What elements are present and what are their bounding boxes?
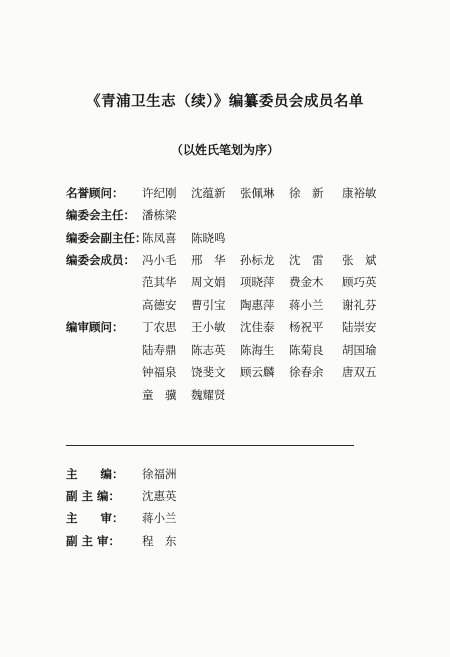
- member-name: 沈佳泰: [240, 320, 275, 334]
- editor-name: 徐福洲: [142, 467, 177, 481]
- member-name: 沈 雷: [289, 253, 324, 267]
- member-name: 魏耀贤: [191, 388, 226, 402]
- member-name: 冯小毛: [142, 253, 177, 267]
- member-name: 唐双五: [342, 365, 377, 379]
- member-name: 陆寿鼎: [142, 343, 177, 357]
- member-name: 范其华: [142, 275, 177, 289]
- member-name: 康裕敏: [342, 186, 377, 200]
- member-name: 杨祝平: [289, 320, 324, 334]
- member-name: 蒋小兰: [289, 298, 324, 312]
- divider-line: [66, 445, 354, 446]
- member-name: 沈蕴新: [191, 186, 226, 200]
- member-name: 项晓萍: [240, 275, 275, 289]
- page-subtitle: （以姓氏笔划为序）: [170, 143, 279, 157]
- editor-name: 程 东: [142, 534, 177, 548]
- member-name: 饶斐文: [191, 365, 226, 379]
- member-name: 陈凤喜: [142, 231, 177, 245]
- member-name: 顾巧英: [342, 275, 377, 289]
- member-name: 童 骥: [142, 388, 177, 402]
- member-name: 陆崇安: [342, 320, 377, 334]
- member-name: 陶惠萍: [240, 298, 275, 312]
- member-name: 胡国瑜: [342, 343, 377, 357]
- member-name: 王小敏: [191, 320, 226, 334]
- editor-name: 蒋小兰: [142, 511, 177, 525]
- member-name: 陈志英: [191, 343, 226, 357]
- editor-role-label: 副 主 审：: [66, 534, 121, 548]
- member-name: 潘栋梁: [142, 208, 177, 222]
- member-name: 周文娟: [191, 275, 226, 289]
- committee-members-label: 编委会成员：: [66, 253, 135, 267]
- page-title: 《青浦卫生志（续）》编纂委员会成员名单: [86, 94, 364, 110]
- member-name: 丁农思: [142, 320, 177, 334]
- member-name: 孙标龙: [240, 253, 275, 267]
- review-advisors-label: 编审顾问：: [66, 320, 124, 334]
- member-name: 钟福泉: [142, 365, 177, 379]
- editor-name: 沈惠英: [142, 489, 177, 503]
- editor-role-label: 主 审：: [66, 511, 124, 525]
- member-name: 徐 新: [289, 186, 324, 200]
- member-name: 陈菊良: [289, 343, 324, 357]
- member-name: 高德安: [142, 298, 177, 312]
- member-name: 邢 华: [191, 253, 226, 267]
- member-name: 陈晓鸣: [191, 231, 226, 245]
- honorary-advisors-label: 名誉顾问：: [66, 186, 124, 200]
- member-name: 张佩琳: [240, 186, 275, 200]
- member-name: 谢礼芬: [342, 298, 377, 312]
- committee-director-label: 编委会主任：: [66, 208, 135, 222]
- editor-role-label: 主 编：: [66, 467, 124, 481]
- member-name: 许纪刚: [142, 186, 177, 200]
- member-name: 顾云麟: [240, 365, 275, 379]
- member-name: 陈海生: [240, 343, 275, 357]
- committee-deputy-director-label: 编委会副主任：: [66, 231, 147, 245]
- member-name: 张 斌: [342, 253, 377, 267]
- editor-role-label: 副 主 编：: [66, 489, 121, 503]
- member-name: 费金木: [289, 275, 324, 289]
- member-name: 曹引宝: [191, 298, 226, 312]
- member-name: 徐春余: [289, 365, 324, 379]
